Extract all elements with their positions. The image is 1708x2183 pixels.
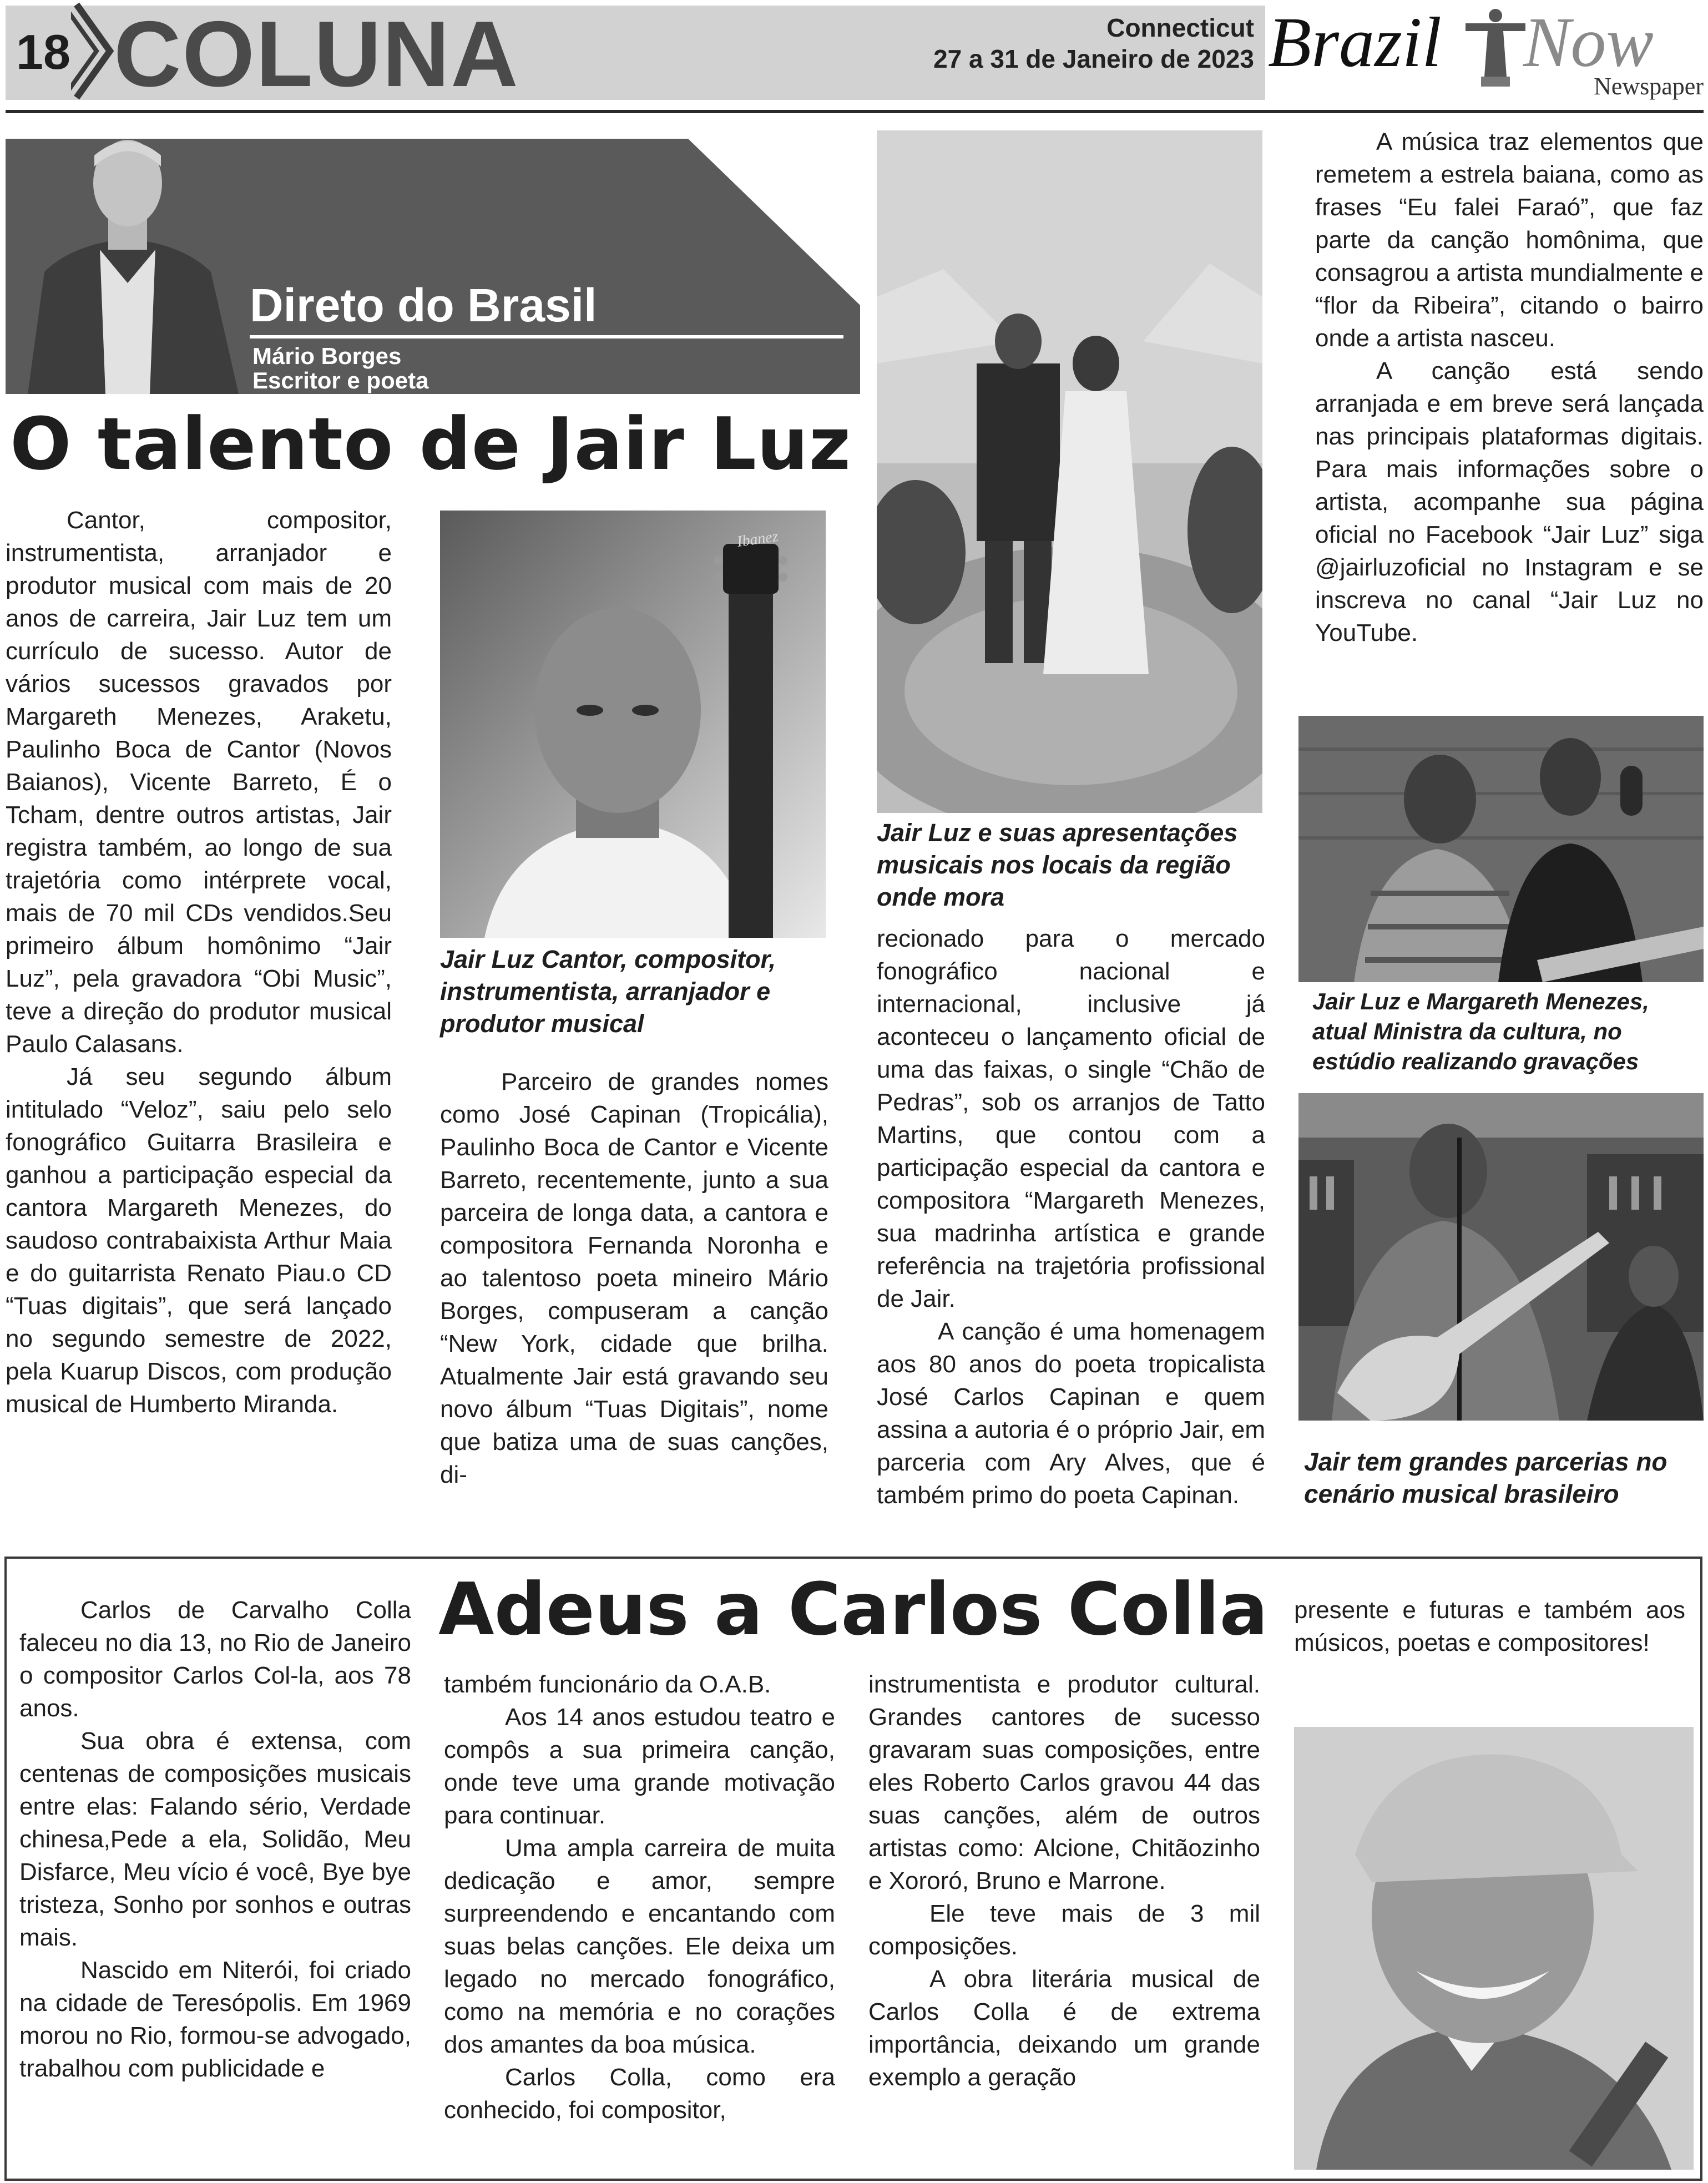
venue-image bbox=[877, 130, 1262, 813]
header-rule bbox=[6, 110, 1704, 113]
paragraph: A canção é uma homenagem aos 80 anos do poeta tropicalista José Carlos Capinan e quem assina a autoria é o próprio Jair, em parceria com Ary Alves, que é também primo do poeta Capinan. bbox=[877, 1318, 1265, 1509]
article2-headline: Adeus a Carlos Colla bbox=[438, 1567, 1269, 1651]
column-banner bbox=[6, 139, 860, 394]
portrait-image bbox=[440, 511, 826, 938]
paragraph: A música traz elementos que remetem a estrela baiana, como as frases “Eu falei Faraó”, que faz parte da canção homônima, que consagrou a artista mundialmente e “flor da Ribeira”, citando o bairro onde a artista nasceu. bbox=[1315, 128, 1704, 352]
article1-column-3 bbox=[877, 922, 1265, 1512]
paragraph: presente e futuras e também aos músicos, poetas e compositores! bbox=[1294, 1596, 1685, 1656]
article1-column-4 bbox=[1315, 125, 1704, 649]
caption-guitar: Jair Luz Cantor, compositor, instrumentista, arranjador e produtor musical bbox=[440, 945, 776, 1038]
guitar-brand: Ibanez bbox=[736, 527, 780, 551]
caption-stage: Jair tem grandes parcerias no cenário musical brasileiro bbox=[1304, 1447, 1667, 1508]
article1-column-2 bbox=[440, 1065, 828, 1491]
masthead-newspaper: Newspaper bbox=[1594, 73, 1704, 100]
portrait-image bbox=[1294, 1727, 1694, 2170]
location: Connecticut bbox=[1106, 13, 1254, 42]
paragraph: Sua obra é extensa, com centenas de composições musicais entre elas: Falando sério, Verdade chinesa,Pede a ela, Solidão, Meu Disfarce, Meu vício é você, Bye bye tristeza, Sonho por sonhos e outras mais. bbox=[19, 1727, 411, 1951]
photo-jair-venue bbox=[877, 130, 1262, 813]
photo-stage bbox=[1298, 1093, 1704, 1421]
author-role: Escritor e poeta bbox=[252, 367, 429, 393]
paragraph: também funcionário da O.A.B. bbox=[444, 1671, 771, 1698]
article2-column-2 bbox=[444, 1668, 835, 2126]
page-number: 18 bbox=[16, 24, 70, 79]
paragraph: Ele teve mais de 3 mil composições. bbox=[868, 1900, 1260, 1960]
caption-studio: Jair Luz e Margareth Menezes, atual Ministra da cultura, no estúdio realizando gravações bbox=[1312, 988, 1649, 1074]
article2-column-1 bbox=[19, 1594, 411, 2085]
article1-column-1 bbox=[6, 504, 392, 1421]
christ-statue-icon bbox=[1462, 6, 1529, 89]
masthead-now: Now bbox=[1523, 3, 1654, 82]
issue-date: 27 a 31 de Janeiro de 2023 bbox=[933, 44, 1254, 73]
paragraph: recionado para o mercado fonográfico nacional e internacional, inclusive já aconteceu o lançamento oficial de uma das faixas, o single “Chão de Pedras”, sob os arranjos de Tatto Martins, que contou com a participação especial da cantora e compositora “Margareth Menezes, sua madrinha artística e grande referência na trajetória profissional de Jair. bbox=[877, 925, 1265, 1312]
article1-headline: O talento de Jair Luz bbox=[10, 402, 852, 486]
paragraph: Carlos Colla, como era conhecido, foi compositor, bbox=[444, 2064, 835, 2124]
stage-image bbox=[1298, 1093, 1704, 1421]
paragraph: Parceiro de grandes nomes como José Capinan (Tropicália), Paulinho Boca de Cantor e Vicente Barreto, recentemente, junto a sua parceira de longa data, a cantora e compositora Fernanda Noronha e ao talentoso poeta mineiro Mário Borges, compuseram a canção “New York, cidade que brilha. Atualmente Jair está gravando seu novo álbum “Tuas Digitais”, nome que batiza uma de suas canções, di- bbox=[440, 1068, 828, 1488]
masthead-brazil: Brazil bbox=[1268, 3, 1442, 82]
paragraph: A canção está sendo arranjada e em breve será lançada nas principais plataformas digitais. Para mais informações sobre o artista, acompanhe sua página oficial no Facebook “Jair Luz” siga @jairluzoficial no Instagram e se inscreva no canal “Jair Luz no YouTube. bbox=[1315, 357, 1704, 646]
author-name: Mário Borges bbox=[252, 343, 402, 369]
column-title: Direto do Brasil bbox=[250, 279, 597, 331]
paragraph: Uma ampla carreira de muita dedicação e amor, sempre surpreendendo e encantando com suas belas canções. Ele deixa um legado no mercado fonográfico, como na memória e no corações dos amantes da boa música. bbox=[444, 1835, 835, 2058]
photo-jair-guitar bbox=[440, 511, 826, 938]
issue-info bbox=[866, 12, 1254, 74]
section-title: COLUNA bbox=[114, 2, 519, 106]
chevron-right-icon bbox=[71, 2, 115, 100]
article2-column-3 bbox=[868, 1668, 1260, 2094]
photo-studio bbox=[1298, 716, 1704, 982]
paragraph: Nascido em Niterói, foi criado na cidade de Teresópolis. Em 1969 morou no Rio, formou-se advogado, trabalhou com publicidade e bbox=[19, 1957, 411, 2082]
caption-venue: Jair Luz e suas apresentações musicais nos locais da região onde mora bbox=[877, 818, 1238, 911]
paragraph: instrumentista e produtor cultural. Grandes cantores de sucesso gravaram suas composições, entre eles Roberto Carlos gravou 44 das suas canções, além de outros artistas como: Alcione, Chitãozinho e Xororó, Bruno e Marrone. bbox=[868, 1671, 1260, 1894]
paragraph: Já seu segundo álbum intitulado “Veloz”, saiu pelo selo fonográfico Guitarra Brasileira e ganhou a participação especial da cantora Margareth Menezes, do saudoso contrabaixista Arthur Maia e do guitarrista Renato Piau.o CD “Tuas digitais”, que será lançado no segundo semestre de 2022, pela Kuarup Discos, com produção musical de Humberto Miranda. bbox=[6, 1063, 392, 1418]
paragraph: Carlos de Carvalho Colla faleceu no dia 13, no Rio de Janeiro o compositor Carlos Col-la, aos 78 anos. bbox=[19, 1596, 411, 1722]
paragraph: Cantor, compositor, instrumentista, arranjador e produtor musical com mais de 20 anos de carreira, Jair Luz tem um currículo de sucesso. Autor de vários sucessos gravados por Margareth Menezes, Araketu, Paulinho Boca de Cantor (Novos Baianos), Vicente Barreto, É o Tcham, dentre outros artistas, Jair registra também, ao longo de sua trajetória como intérprete vocal, mais de 70 mil CDs vendidos.Seu primeiro álbum homônimo “Jair Luz”, pela gravadora “Obi Music”, teve a direção do produtor musical Paulo Calasans. bbox=[6, 507, 392, 1058]
column-author bbox=[252, 344, 428, 393]
article2-column-4 bbox=[1294, 1594, 1685, 1659]
column-title-rule bbox=[250, 335, 843, 338]
studio-image bbox=[1298, 716, 1704, 982]
paragraph: A obra literária musical de Carlos Colla é de extrema importância, deixando um grande exemplo a geração bbox=[868, 1965, 1260, 2091]
paragraph: Aos 14 anos estudou teatro e compôs a sua primeira canção, onde teve uma grande motivação para continuar. bbox=[444, 1704, 835, 1829]
photo-carlos-colla bbox=[1294, 1727, 1694, 2170]
